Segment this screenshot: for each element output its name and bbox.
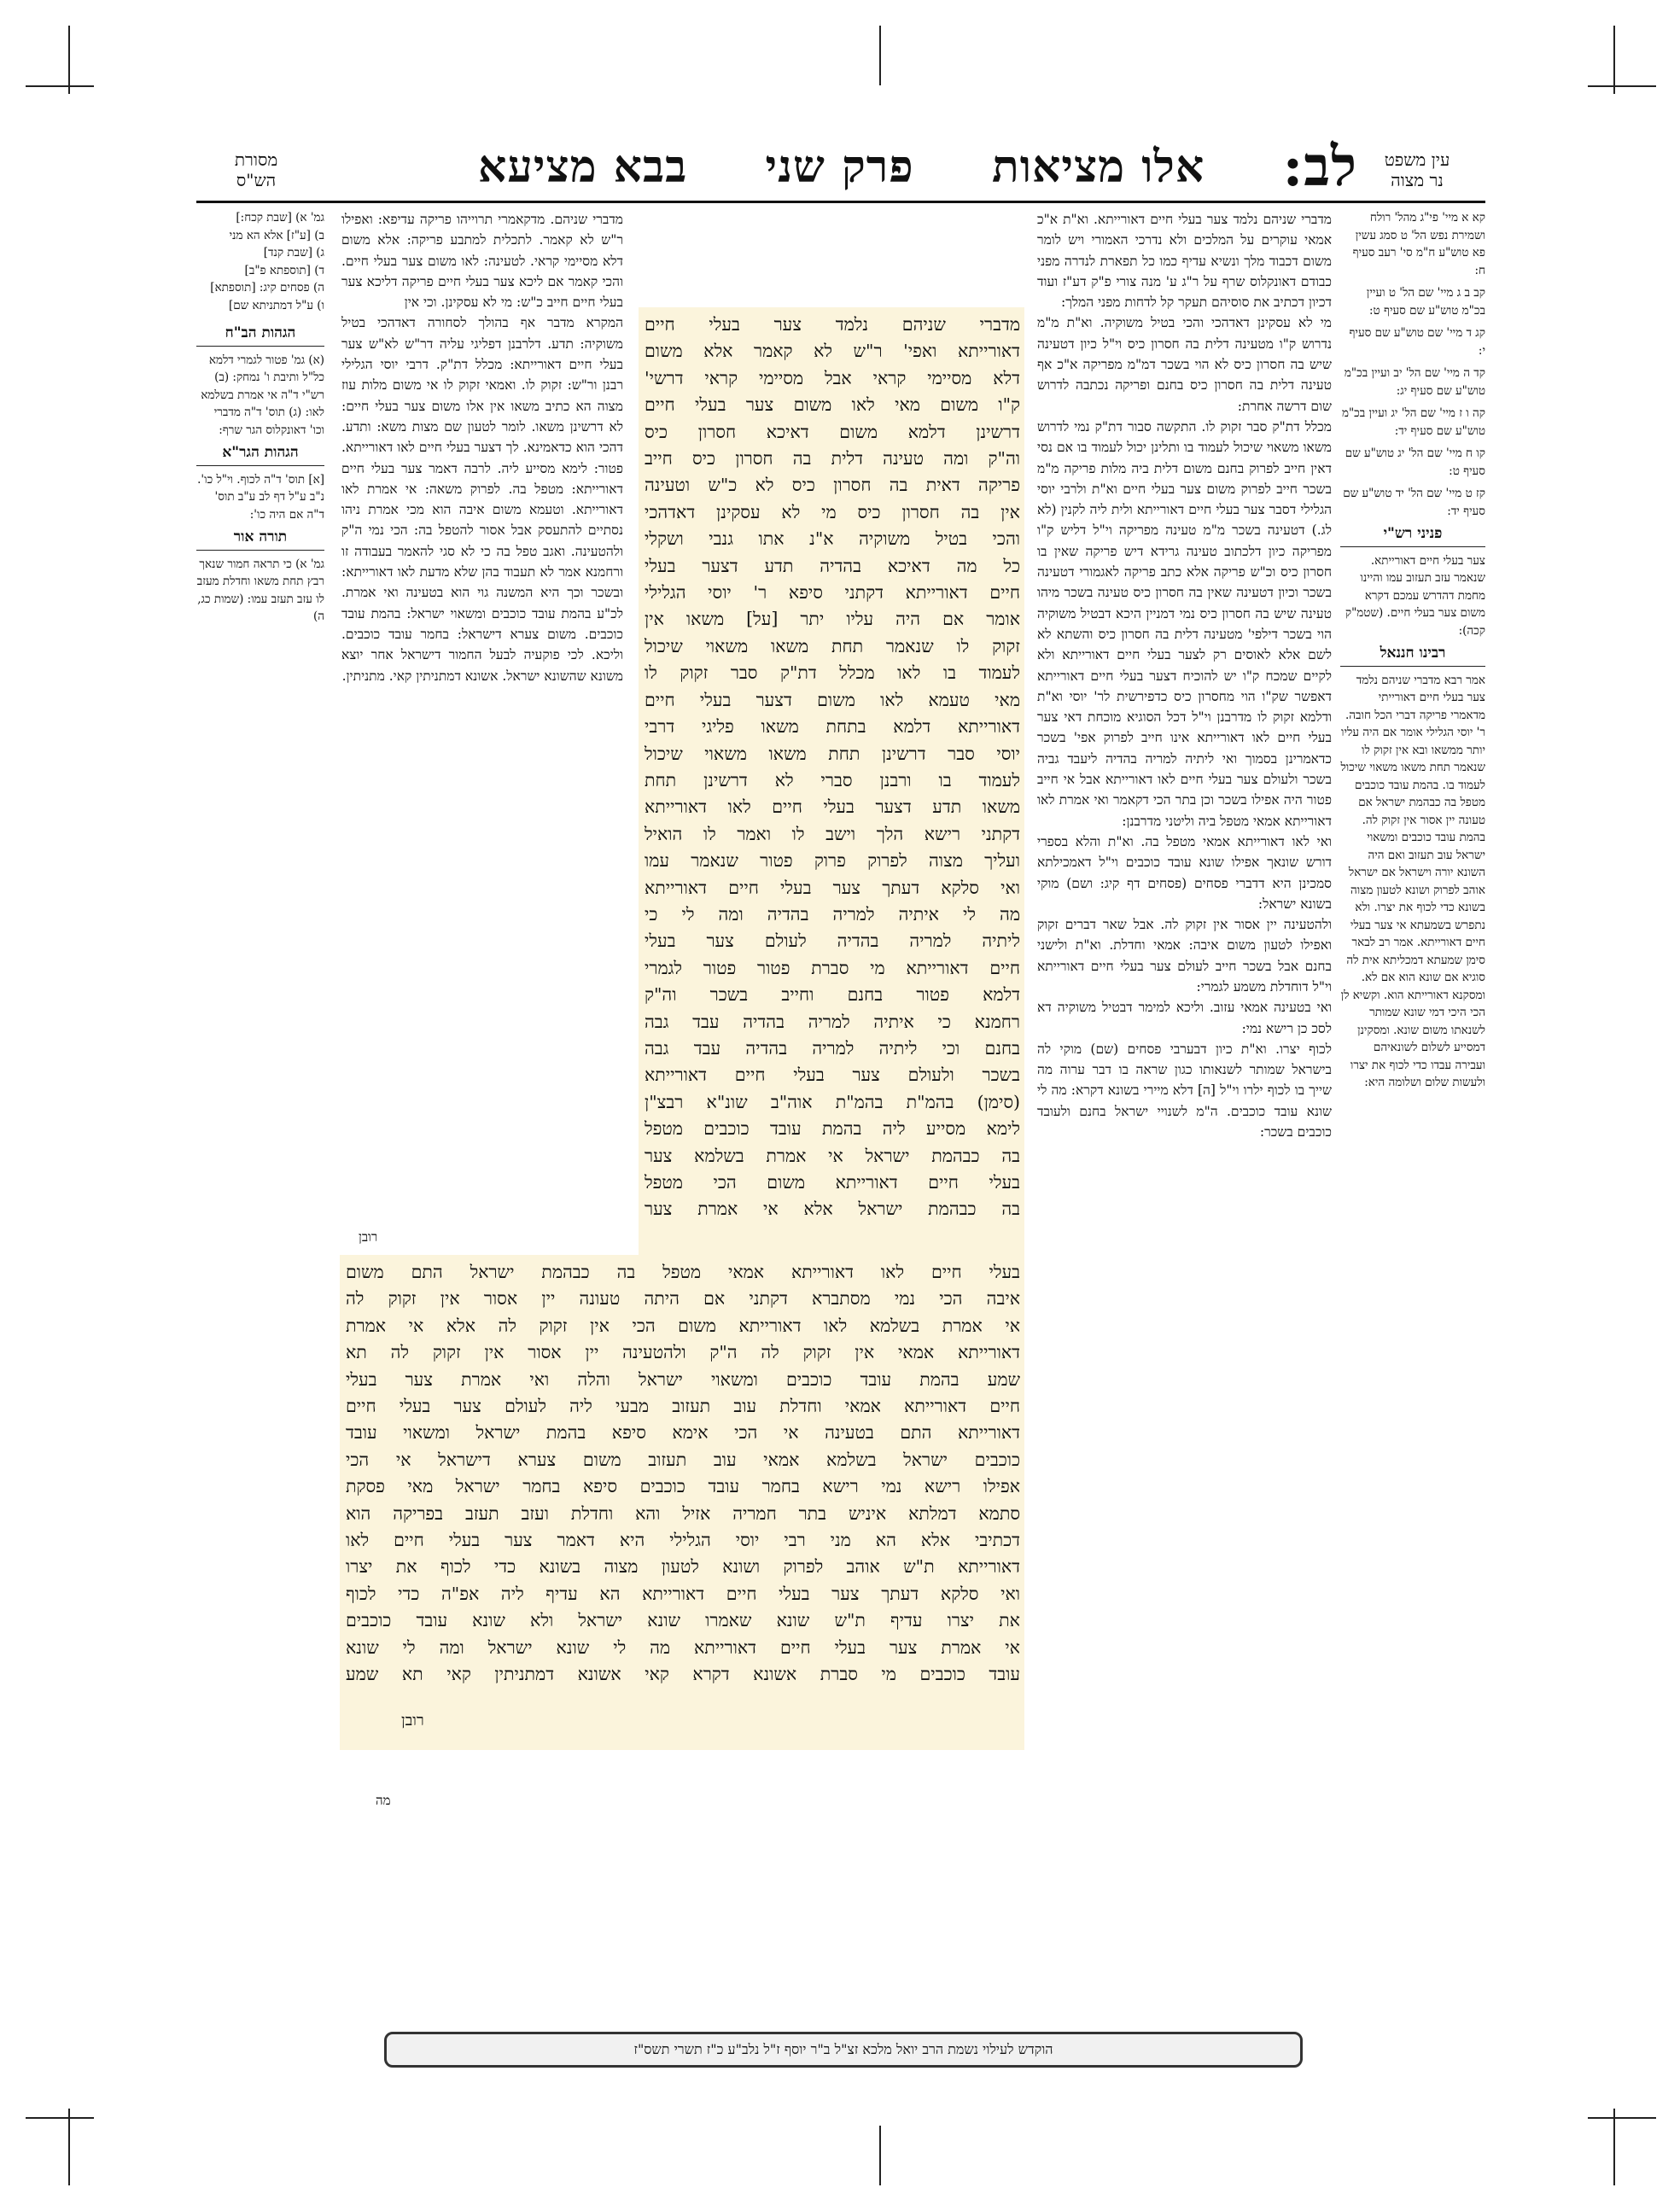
gemara-line: ליתיה למריה בהדיה לעולם צער בעלי (645, 930, 1020, 952)
gemara-line: דכתיבי אלא הא מני רבי יוסי הגלילי היא דאמר צער בעלי חיים לאו (346, 1530, 1020, 1551)
gemara-line: בחנם וכי ליתיה למריה בהדיה עבד גבה (645, 1037, 1020, 1059)
hagahot-hagra-title: הגהות הגר"א (196, 444, 324, 466)
gemara-line: שמע בהמת עובד כוכבים ומשאוי ישראל והלה ואי אמרת צער בעלי (346, 1368, 1020, 1390)
gemara-line: דאורייתא דלמא בתחת משאו פליגי דרבי (645, 716, 1020, 738)
ein-mishpat-item: קז ט מיי' שם הל' יד טוש"ע שם סעיף יד: (1343, 487, 1485, 518)
rashi-paragraph: המקרא מדבר אף בהולך לסחורה דאדהכי בטיל משוקיה: תדע. דלרבנן דפליגי עליה דר"ש לא"ש צער בעלי חיים דאורייתא: מכלל דת"ק. דרבי יוסי הגלילי רבנן ור"ש: זקוק לו. ואמאי זקוק לו אי משום מלות עוז מצוה הא כתיב משאו אין אלו משום צער בעלי חיים: לא דרשינן משאו. לומר לטעון שם מצות משא: ותדע. דהכי הוא כדאמינא. לך דצער בעלי חיים לאו דאורייתא. פטור: לימא מסייע ליה. לרבה דאמר צער בעלי חיים דאורייתא: מטפל בה. לפרוק משאה: אי אמרת לאו דאורייתא. וטעמא משום איבה הוא מכי אמרת ניהו נסתיים להתעסק אבל אסור להטפל בה: הכי נמי ה"ק ולהטעינה. ואגב טפל בה כי לא סגי להאמר בעבודה זו ורחמנא אמר לא תעבוד בהן שלא מדעת לאו דאורייתא: ובשכר וכך היא המשנה גוי הוא בטעינה ואי אמרת. לכ"ע בהמת עובד כוכבים ומשאוי ישראל: בהמת עובד כוכבים. משום צערא דישראל: בחמר עובד כוכבים. וליכא. לכי פוקעיה לבעל החמור דישראל אחר יוצא משונא שהשונא ישראל. אשונא דמתניתין קאי. מתניתין. (341, 315, 623, 684)
gemara-line: בעלי חיים לאו דאורייתא אמאי מטפל בה כבהמת ישראל התם משום (346, 1262, 1020, 1282)
crop-mark (1613, 26, 1615, 94)
rashi-paragraph: מדברי שניהם. מדקאמרי תרוייהו פריקה עדיפא: ואפילו ר"ש לא קאמר. לתכלית למתבע פריקה: אלא משום דלא מסיימי קראי. לטעינה: לאו משום צער בעלי חיים. והכי קאמר אם ליכא צער בעלי חיים פריקה דליכא צער בעלי חיים חייב כ"ש: מי לא עסקינן. וכי אין (341, 212, 623, 311)
ein-mishpat-header (1349, 149, 1485, 190)
rashi-column (341, 209, 623, 1251)
torah-or-text: גמ' א) כי תראה חמור שנאך רבץ תחת משאו וחדלת מעזב לו עזב תעזב עמו: (שמות כג, ה) (196, 557, 324, 623)
gemara-catchword: רובן (401, 1712, 424, 1730)
gemara-line: ק"ו משום מאי לאו משום צער בעלי חיים (645, 394, 1020, 416)
dedication-box (384, 2032, 1303, 2068)
crop-mark (879, 26, 881, 85)
ein-mishpat-item: קב ב ג מיי' שם הל' ט ועיין בכ"מ טוש"ע שם סעיף ט: (1366, 286, 1485, 318)
ein-mishpat-item: קא א מיי' פי"ג מהל' רולח ושמירת נפש הל' ט סמג עשין פא טוש"ע ח"מ סי' רעב סעיף ח: (1352, 211, 1485, 277)
gemara-line: ואי סלקא דעתך צער בעלי חיים דאורייתא הא עדיף ליה אפ"ה כדי לכוף (346, 1583, 1020, 1604)
gemara-line: דלא מסיימי קראי אבל מסיימי קראי דרשי' (645, 367, 1020, 388)
hagahot-habach-title: הגהות הב"ח (196, 324, 324, 347)
masoret-header (196, 149, 316, 190)
gemara-line: דקתני רישא הלך וישב לו ואמר לו הואיל (645, 823, 1020, 844)
gemara-line: לעמוד בו לאו מכלל דת"ק סבר זקוק לו (645, 662, 1020, 684)
gemara-line: דאורייתא ת"ש אוהב לפרוק ושונא לטעון מצוה בשונא כדי לכוף את יצרו (346, 1556, 1020, 1578)
masoret-header-line: הש"ס (236, 170, 277, 190)
gemara-line: בעלי חיים דאורייתא משום הכי מטפל (645, 1172, 1020, 1193)
gemara-line: ואי סלקא דעתך צער בעלי חיים דאורייתא (645, 877, 1020, 898)
masoret-item: ד) [תוספתא פ"ב] (244, 263, 324, 277)
peninei-rashi-title: פניני רש"י (1340, 525, 1485, 547)
gemara-line: מדברי שניהם נלמד צער בעלי חיים (645, 314, 1020, 335)
hagahot-hagra-text: [א] תוס' ד"ה לכוף. וי"ל כו'. נ"ב ע"ל דף לב ע"ב תוס' ד"ה אם היה כו': (197, 472, 324, 522)
gemara-text-lower (346, 1259, 1020, 1746)
ein-mishpat-item: קד ה מיי' שם הל' יב ועיין בכ"מ טוש"ע שם סעיף יג: (1344, 366, 1485, 398)
gemara-line: ועליך מצוה לפרוק פרוק פטור שנאמר עמו (645, 850, 1020, 872)
gemara-line: את יצרו עדיף ת"ש שונא שאמרו שונא ישראל ולא שונא עובד כוכבים (346, 1610, 1020, 1631)
ein-mishpat-header-line: עין משפט (1384, 149, 1450, 170)
ein-mishpat-item: קו ח מיי' שם הל' יג טוש"ע שם סעיף ט: (1345, 446, 1485, 478)
gemara-line: בשכר ולעולם צער בעלי חיים דאורייתא (645, 1065, 1020, 1086)
tosafot-paragraph: מדברי שניהם נלמד צער בעלי חיים דאורייתא. וא"ת א"כ אמאי עוקרים על המלכים ולא נדרכי האמורי ויש לומר משום דכבוד מלך ונשיא עדיף כמו כל תפארת לנדרה מפני כבודם דאונקלוס שרף על ר"ג ע' מנה צורי פ"ק דע"ז ועוד דכיון דכתיב את סוסיהם תעקר קל לדחות מפני המלך: (1037, 212, 1332, 311)
gemara-line: אפילו רישא נמי רישא בחמר עובד כוכבים סיפא בחמר ישראל מאי פסקת (346, 1476, 1020, 1497)
header-rule (196, 201, 1485, 203)
gemara-line: דאורייתא אמאי אין זקוק לה ה"ק ולהטעינה יין אסור אין זקוק לה תא (346, 1342, 1020, 1363)
peninei-rashi-text: צער בעלי חיים דאורייתא. שנאמר עזב תעזוב עמו והיינו מחמת דהדרש עמכם דקרא משום צער בעלי חיים. (שטמ"ק קכה): (1345, 553, 1485, 638)
hagahot-habach-text: (א) גמ' פטור לגמרי דלמא כל"ל ותיבת ו' נמחק: (ב) רש"י ד"ה אי אמרת בשלמא לאו: (ג) תוס' ד"ה מדברי וכו' דאונקלוס הגר שרף: (201, 353, 324, 437)
crop-mark (26, 85, 94, 87)
ein-mishpat-header-line: נר מצוה (1391, 170, 1444, 190)
masoret-column (196, 209, 324, 1660)
gemara-line: מאי טעמא לאו משום דצער בעלי חיים (645, 689, 1020, 710)
crop-mark (68, 2109, 70, 2185)
gemara-line: עובד כוכבים מי סברת אשונא דקרא קאי אשונא דמתניתין קאי תא שמע (346, 1664, 1020, 1685)
crop-mark (1613, 2109, 1615, 2185)
masoret-item: ו) ע"ל דמתניתא שם] (228, 298, 324, 312)
gemara-line: חיים דאורייתא דקתני סיפא ר' יוסי הגלילי (645, 582, 1020, 604)
tosafot-column (1037, 209, 1332, 1763)
rashi-catchword: רובן (359, 1229, 378, 1245)
masoret-item: ב) [ע"ז] אלא הא מני (229, 228, 324, 242)
gemara-line: דאורייתא התם בטעינה אי הכי אימא סיפא בהמת ישראל ומשאוי עובד (346, 1422, 1020, 1444)
ein-mishpat-column (1340, 209, 1485, 1746)
ein-mishpat-item: קה ו ז מיי' שם הל' יג ועיין בכ"מ טוש"ע שם סעיף יד: (1341, 406, 1485, 438)
chapter-number: פרק שני (765, 140, 914, 193)
gemara-line: רחמנא כי איתיה למריה בהדיה עבד גבה (645, 1011, 1020, 1032)
tosafot-paragraph: ואי לאו דאורייתא אמאי מטפל בה. וא"ת והלא בספרי דורש שונאך אפילו שונא עובד כוכבים וי"ל דאמכילתא סמכינן היא דדברי פסחים (פסחים דף קיג: ושם) מוקי בשונא ישראל: (1037, 833, 1332, 912)
crop-mark (68, 26, 70, 94)
rabbenu-chananel-title: רבינו חננאל (1340, 645, 1485, 667)
gemara-line: וה"ק ומה טעינה דלית בה חסרון כיס חייב (645, 448, 1020, 470)
tosafot-paragraph: ואי בטעינה אמאי עזוב. וליכא למימר דבטיל משוקיה דא לסכ כן רישא נמי: (1037, 1000, 1332, 1036)
tosafot-paragraph: לכוף יצרו. וא"ת כיון דבערבי פסחים (שם) מוקי לה בישראל שמותר לשנאותו כגון שראה בו דבר ערוה מה שייך בו לכוף ילרו וי"ל [ה] דלא מיירי בשונא דקרא: מה לי שונא עובד כוכבים. ה"מ לשנויי ישראל בחנם ולעובד כוכבים בשכר: (1037, 1041, 1332, 1141)
tosafot-paragraph: מי לא עסקינן דאדהכי והכי בטיל משוקיה. וא"ת מ"מ נדרוש ק"ו מטעינה דלית בה חסרון כיס וי"ל כיון דטעינה שיש בה חסרון כיס לא הוי בשכר דמ"מ מפריקה א"כ אף טעינה דלית בה חסרון כיס בחנם ופריקה נכתבה לדרוש שום דרשה אחרת: (1037, 315, 1332, 414)
ein-mishpat-item: קג ד מיי' שם טוש"ע שם סעיף י: (1349, 326, 1485, 358)
gemara-line: מה לי איתיה למריה בהדיה ומה לי כי (645, 903, 1020, 925)
crop-mark (1588, 85, 1656, 87)
gemara-line: (סימן) בהמ"ת בהמ"ת אוה"ב שונ"א רבצ"ן (645, 1091, 1020, 1112)
daf-number: לב: (1282, 134, 1357, 199)
gemara-line: בה כבהמת ישראל אי אמרת בשלמא צער (645, 1145, 1020, 1166)
page-header (478, 134, 1357, 199)
masoret-item: ג) [שבת קנד] (263, 246, 324, 260)
tractate-name: בבא מציעא (478, 140, 688, 193)
gemara-line: כוכבים ישראל בשלמא אמאי עוב תעזוב משום צערא דישראל אי הכי (346, 1449, 1020, 1470)
gemara-line: לימא מסייע ליה בהמת עובד כוכבים מטפל (645, 1118, 1020, 1140)
chapter-name: אלו מציאות (992, 140, 1205, 193)
gemara-line: פריקה דאית בה חסרון כיס לא כ"ש וטעינה (645, 475, 1020, 496)
dedication-text: הוקדש לעילוי נשמת הרב יואל מלכא זצ"ל ב"ר יוסף ז"ל נלב"ע כ"ז תשרי תשס"ז (633, 2041, 1053, 2057)
masoret-header-line: מסורת (234, 149, 278, 170)
gemara-line: אי אמרת צער בעלי חיים דאורייתא מה לי שונא ישראל ומה לי שונא (346, 1636, 1020, 1658)
gemara-line: דלמא פטור בחנם וחייב בשכר וה"ק (645, 984, 1020, 1006)
gemara-line: סתמא דמלתא איניש בתר חמריה אזיל והא וחדלת ועזב תעזב בפריקה הוא (346, 1502, 1020, 1524)
gemara-line: דאורייתא ואפי' ר"ש לא קאמר אלא משום (645, 341, 1020, 362)
tosafot-paragraph: מכלל דת"ק סבר זקוק לו. התקשה סבור דת"ק נמי לדרוש משאו משאוי שיכול לעמוד בו ותלינן יכול לעמוד בו אם נסי דאין חייב לפרוק בחנם משום דלית ביה מלות פריקה מ"מ בשכר חייב לפרוק משום צער בעלי חיים וא"ת ולרבי יוסי הגלילי דסבר צער בעלי חיים דאורייתא ולית ליה לקנין (לא לג.) דטעינה בשכר מ"מ טעינה מפריקה וי"ל דליש ק"ו מפריקה כיון דלכתוב טעינה גרידא דיש פריקה שאין בו חסרון כיס וכ"ש פריקה אלא כתב פריקה לאגמורי דטעינה בשכר וכיון דטעינה שאין בה חסרון כיס טעינה בשכר מיהו טעינה שיש בה חסרון כיס נמי דמניין היכא דבטיל משוקיה הוי בשכר דילפי' מטעינה דלית בה חסרון כיס והשתא לא לשם אלא לאוסים רק לצער בעלי חיים דאורייתא ולא לקיים שמכח ק"ו יש להוכיח דצער בעלי חיים דאורייתא דאפשר שק"ו הוי מחסרון כיס כדפירשית לר' יוסי וא"ת ודלמא זקוק לו מדרבנן וי"ל דכל הסוגיא מוכחת דאי צער בעלי חיים לאו דאורייתא אינו חייב לפרוק אפי' בשכר כדאמרינן בסמוך ואי ליתיה למריה בהדיה ליעבד גביה בשכר ולעולם צער בעלי חיים לאו דאורייתא אבל אי חייב פטור היה אפילו בשכר וכן בתר הכי דקאמר ואי אמרת לאו דאורייתא אמאי מטפל ביה וליטני מדרבנן: (1037, 418, 1332, 829)
gemara-line: כל מה דאיכא בהדיה תדע דצער בעלי (645, 555, 1020, 576)
gemara-line: אי אמרת בשלמא לאו דאורייתא משום הכי אין זקוק לה אלא אי אמרת (346, 1315, 1020, 1336)
gemara-line: והכי בטיל משוקיה א"נ אתו גנבי ושקלי (645, 528, 1020, 550)
torah-or-title: תורה אור (196, 528, 324, 551)
gemara-line: לעמוד בו ורבנן סברי לא דרשינן תחת (645, 769, 1020, 790)
crop-mark (879, 2126, 881, 2185)
masoret-item: גמ' א) [שבת קכח:] (236, 211, 324, 225)
page-sign: מה (376, 1793, 391, 1808)
masoret-item: ה) פסחים קיג: [תוספתא] (210, 281, 324, 295)
gemara-line: דרשינן דלמא משום דאיכא חסרון כיס (645, 421, 1020, 442)
gemara-line: יוסי סבר דרשינן תחת משאו משאוי שיכול (645, 743, 1020, 764)
gemara-text-upper (645, 312, 1020, 1255)
crop-mark (1588, 2117, 1656, 2119)
rabbenu-chananel-text: אמר רבא מדברי שניהם נלמד צער בעלי חיים דאורייתי מדאמרי פריקה דברי הכל חובה. ר' יוסי הגלילי אומר אם היה עליו יותר ממשאו ובא אין זקוק לו שנאמר תחת משאו משאוי שיכול לעמוד בו. בהמת עובד כוכבים מטפל בה כבהמת ישראל אם טעונה יין אסור אין זקוק לה. בהמת עובד כוכבים ומשאוי ישראל עוב תעזוב ואם היה השונא יורה וישראל אם ישראל אוהב לפרוק ושונא לטעון מצוה בשונא כדי לכוף את יצרו. ולא נתפרש בשמעתא אי צער בעלי חיים דאורייתא. אמר רב לבאר סימן שמעתא דמכליתא אית לה סוגיא אם שונא הוא אם לא. ומסקנא דאורייתא הוא. וקשיא לן הכי היכי דמי שונא שמותר לשנאתו משום שונא. ומסקינן דמסייע לשלום לשונאיהם ועבירה עבדו כדי לכוף את יצרו ולעשות שלום ושלומה היא: (1340, 673, 1485, 1089)
gemara-line: איבה הכי נמי מסתברא דקתני אם היתה טעונה יין אסור אין זקוק לה (346, 1288, 1020, 1310)
gemara-line: חיים דאורייתא מי סברת פטור פטור לגמרי (645, 957, 1020, 978)
gemara-line: אין בה חסרון כיס מי לא עסקינן דאדהכי (645, 501, 1020, 522)
crop-mark (26, 2117, 94, 2119)
gemara-line: אומר אם היה עליו יתר [על] משאו אין (645, 609, 1020, 630)
gemara-line: זקוק לו שנאמר תחת משאו משאוי שיכול (645, 635, 1020, 656)
gemara-line: חיים דאורייתא אמאי וחדלת עוב תעזוב מבעי ליה לעולם צער בעלי חיים (346, 1396, 1020, 1417)
gemara-line: משאו תדע דצער בעלי חיים לאו דאורייתא (645, 796, 1020, 818)
tosafot-paragraph: ולהטעינה יין אסור אין זקוק לה. אבל שאר דברים זקוק ואפילו לטעון משום איבה: אמאי וחדלת. וא"ת ולישני בחנם אבל בשכר חייב לעולם צער בעלי חיים דאורייתא וי"ל דוחדלת משמע לגמרי: (1037, 917, 1332, 995)
gemara-line: בה כבהמת ישראל אלא אי אמרת צער (645, 1199, 1020, 1220)
